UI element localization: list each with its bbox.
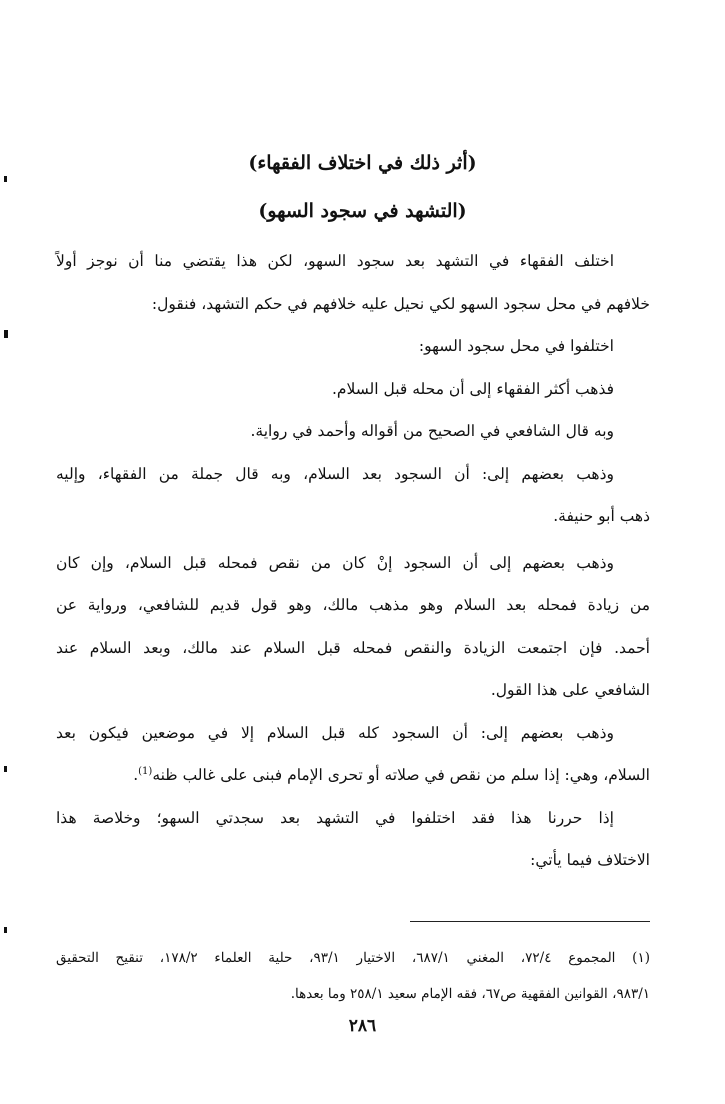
scan-edge-mark bbox=[4, 766, 7, 772]
paragraph-line-text: السلام، وهي: إذا سلم من نقص في صلاته أو تحرى الإمام فبنى على غالب ظنه bbox=[152, 766, 650, 784]
chapter-heading: (أثر ذلك في اختلاف الفقهاء) bbox=[248, 152, 477, 174]
paragraph-line: الاختلاف فيما يأتي: bbox=[530, 851, 650, 869]
section-heading: (التشهد في سجود السهو) bbox=[258, 200, 467, 222]
body-text bbox=[56, 240, 650, 882]
paragraph-line: اختلفوا في محل سجود السهو: bbox=[418, 337, 614, 355]
paragraph-line: خلافهم في محل سجود السهو لكي نحيل عليه خلافهم في حكم التشهد، فنقول: bbox=[151, 294, 650, 313]
paragraph-line: ذهب أبو حنيفة. bbox=[553, 507, 650, 525]
scan-edge-mark bbox=[4, 176, 7, 182]
page-number: ٢٨٦ bbox=[348, 1016, 377, 1036]
paragraph-line: وذهب بعضهم إلى: أن السجود كله قبل السلام إلا في موضعين فيكون بعد bbox=[56, 723, 614, 742]
scan-edge-mark bbox=[4, 927, 7, 933]
paragraph-line: وذهب بعضهم إلى: أن السجود بعد السلام، وبه قال جملة من الفقهاء، وإليه bbox=[56, 464, 614, 483]
paragraph-line: وذهب بعضهم إلى أن السجود إنْ كان من نقص فمحله قبل السلام، وإن كان bbox=[56, 553, 614, 572]
paragraph-line: الشافعي على هذا القول. bbox=[490, 681, 650, 699]
footnote-line: (١) المجموع ٧٢/٤، المغني ٦٨٧/١، الاختيار ٩٣/١، حلية العلماء ١٧٨/٢، تنقيح التحقيق bbox=[56, 950, 650, 966]
footnote-reference[interactable]: (1) bbox=[138, 765, 153, 777]
paragraph-line: فذهب أكثر الفقهاء إلى أن محله قبل السلام. bbox=[331, 379, 614, 398]
footnote-divider bbox=[410, 921, 650, 922]
footnotes bbox=[56, 940, 650, 1012]
footnote-line: ٩٨٣/١، القوانين الفقهية ص٦٧، فقه الإمام سعيد ٢٥٨/١ وما بعدها. bbox=[290, 986, 650, 1002]
paragraph-line: اختلف الفقهاء في التشهد بعد سجود السهو، لكن هذا يقتضي منا أن نوجز أولاً bbox=[56, 252, 614, 270]
sentence-end: . bbox=[133, 766, 139, 784]
paragraph-line: أحمد. فإن اجتمعت الزيادة والنقص فمحله قبل السلام عند مالك، وبعد السلام عند bbox=[56, 638, 650, 657]
paragraph-line: إذا حررنا هذا فقد اختلفوا في التشهد بعد سجدتي السهو؛ وخلاصة هذا bbox=[56, 808, 614, 827]
paragraph-line: من زيادة فمحله بعد السلام وهو مذهب مالك، وهو قول قديم للشافعي، ورواية عن bbox=[56, 596, 650, 614]
paragraph-line: وبه قال الشافعي في الصحيح من أقواله وأحمد في رواية. bbox=[250, 422, 614, 440]
paragraph-line bbox=[56, 754, 650, 797]
scan-edge-mark bbox=[4, 330, 8, 338]
